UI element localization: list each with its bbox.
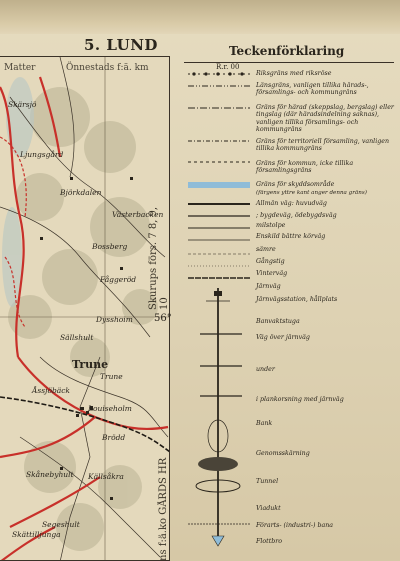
legend-item: Genomsskärning (256, 450, 310, 457)
legend-item: Järnvägsstation, hållplats (256, 296, 338, 303)
place-label: Sällshult (60, 333, 94, 342)
legend-rr-label: R.r. 00 (216, 63, 240, 71)
place-label: Västerbacken (112, 210, 164, 219)
legend-item: Gräns för härad (skeppslag, bergslag) eller tingslag (där häradsindelning saknas), vanligen tillika församlings- och kommungräns (256, 104, 394, 134)
place-label: Ljungsgård (20, 150, 64, 159)
legend-item: Bank (256, 420, 273, 427)
place-label: Trune (100, 372, 123, 381)
legend-item: Flottbro (256, 538, 283, 545)
legend-symbols (186, 66, 254, 561)
legend-item: Banvaktstuga (256, 318, 300, 325)
place-label: Dysshoim (96, 315, 133, 324)
legend-item: Riksgräns med riksrösе (256, 70, 332, 77)
place-label: Fåggeröd (100, 275, 137, 284)
legend-item: Gräns för kommun, icke tillika församlingsgräns (256, 160, 354, 175)
legend-item: milstolpe (256, 222, 286, 229)
legend-title: Teckenförklaring (229, 44, 345, 58)
legend-item: Länsgräns, vanligen tillika härads-, församlings- och kommungräns (256, 82, 369, 97)
legend-item: Väg över järnväg (256, 334, 310, 341)
legend-item: sämre (256, 246, 276, 253)
legend-item: Gräns för territoriell församling, vanligen tillika kommungräns (256, 138, 390, 153)
sheet-title: 5. LUND (84, 36, 158, 54)
map-drawing (0, 57, 170, 561)
legend-item: under (256, 366, 275, 373)
legend-item: Allmän väg: huvudväg (256, 200, 327, 207)
place-label: Bossberg (92, 242, 128, 251)
place-label: Brödd (102, 433, 126, 442)
legend-item: Gångstig (256, 258, 285, 265)
sheet-fold (0, 0, 400, 34)
place-label: Björkdalen (60, 188, 102, 197)
vertical-label: Skurups förs. 7 8, 9, 10 (148, 206, 170, 310)
legend-item: ; bygdeväg, ödebygdsväg (256, 212, 337, 219)
legend-item: Enskild bättre körväg (256, 233, 326, 240)
map-top-label-right: Önnestads f:ä. km (66, 63, 149, 73)
map-top-label-left: Matter (4, 63, 36, 73)
place-label: Skättilljunga (12, 530, 61, 539)
place-label: Skånebyhult (26, 470, 74, 479)
legend-item: Förarts- (industri-) bana (256, 522, 334, 529)
legend-item: Viadukt (256, 505, 281, 512)
legend-item: Tunnel (256, 478, 279, 485)
map-area[interactable] (0, 56, 170, 561)
place-label: Segeshult (42, 520, 80, 529)
legend-item: i plankorsning med järnväg (256, 396, 344, 403)
place-label: Skärsjö (8, 100, 37, 109)
latitude-label: 56° (154, 313, 172, 324)
legend-item: Järnväg (256, 283, 281, 290)
place-label-major: Trune (72, 358, 109, 371)
vertical-label-bottom: ns f:ä.ko GÅRDS HR (158, 457, 169, 561)
place-label: Åssjöbäck (32, 386, 70, 395)
legend-item: Vinterväg (256, 270, 288, 277)
legend-item: Gräns för skyddsområde (256, 181, 335, 188)
place-label: Källsåkra (88, 472, 124, 481)
place-label: Louiseholm (88, 404, 132, 413)
legend-item: (färgens yttre kant anger denna gräns) (256, 190, 367, 196)
